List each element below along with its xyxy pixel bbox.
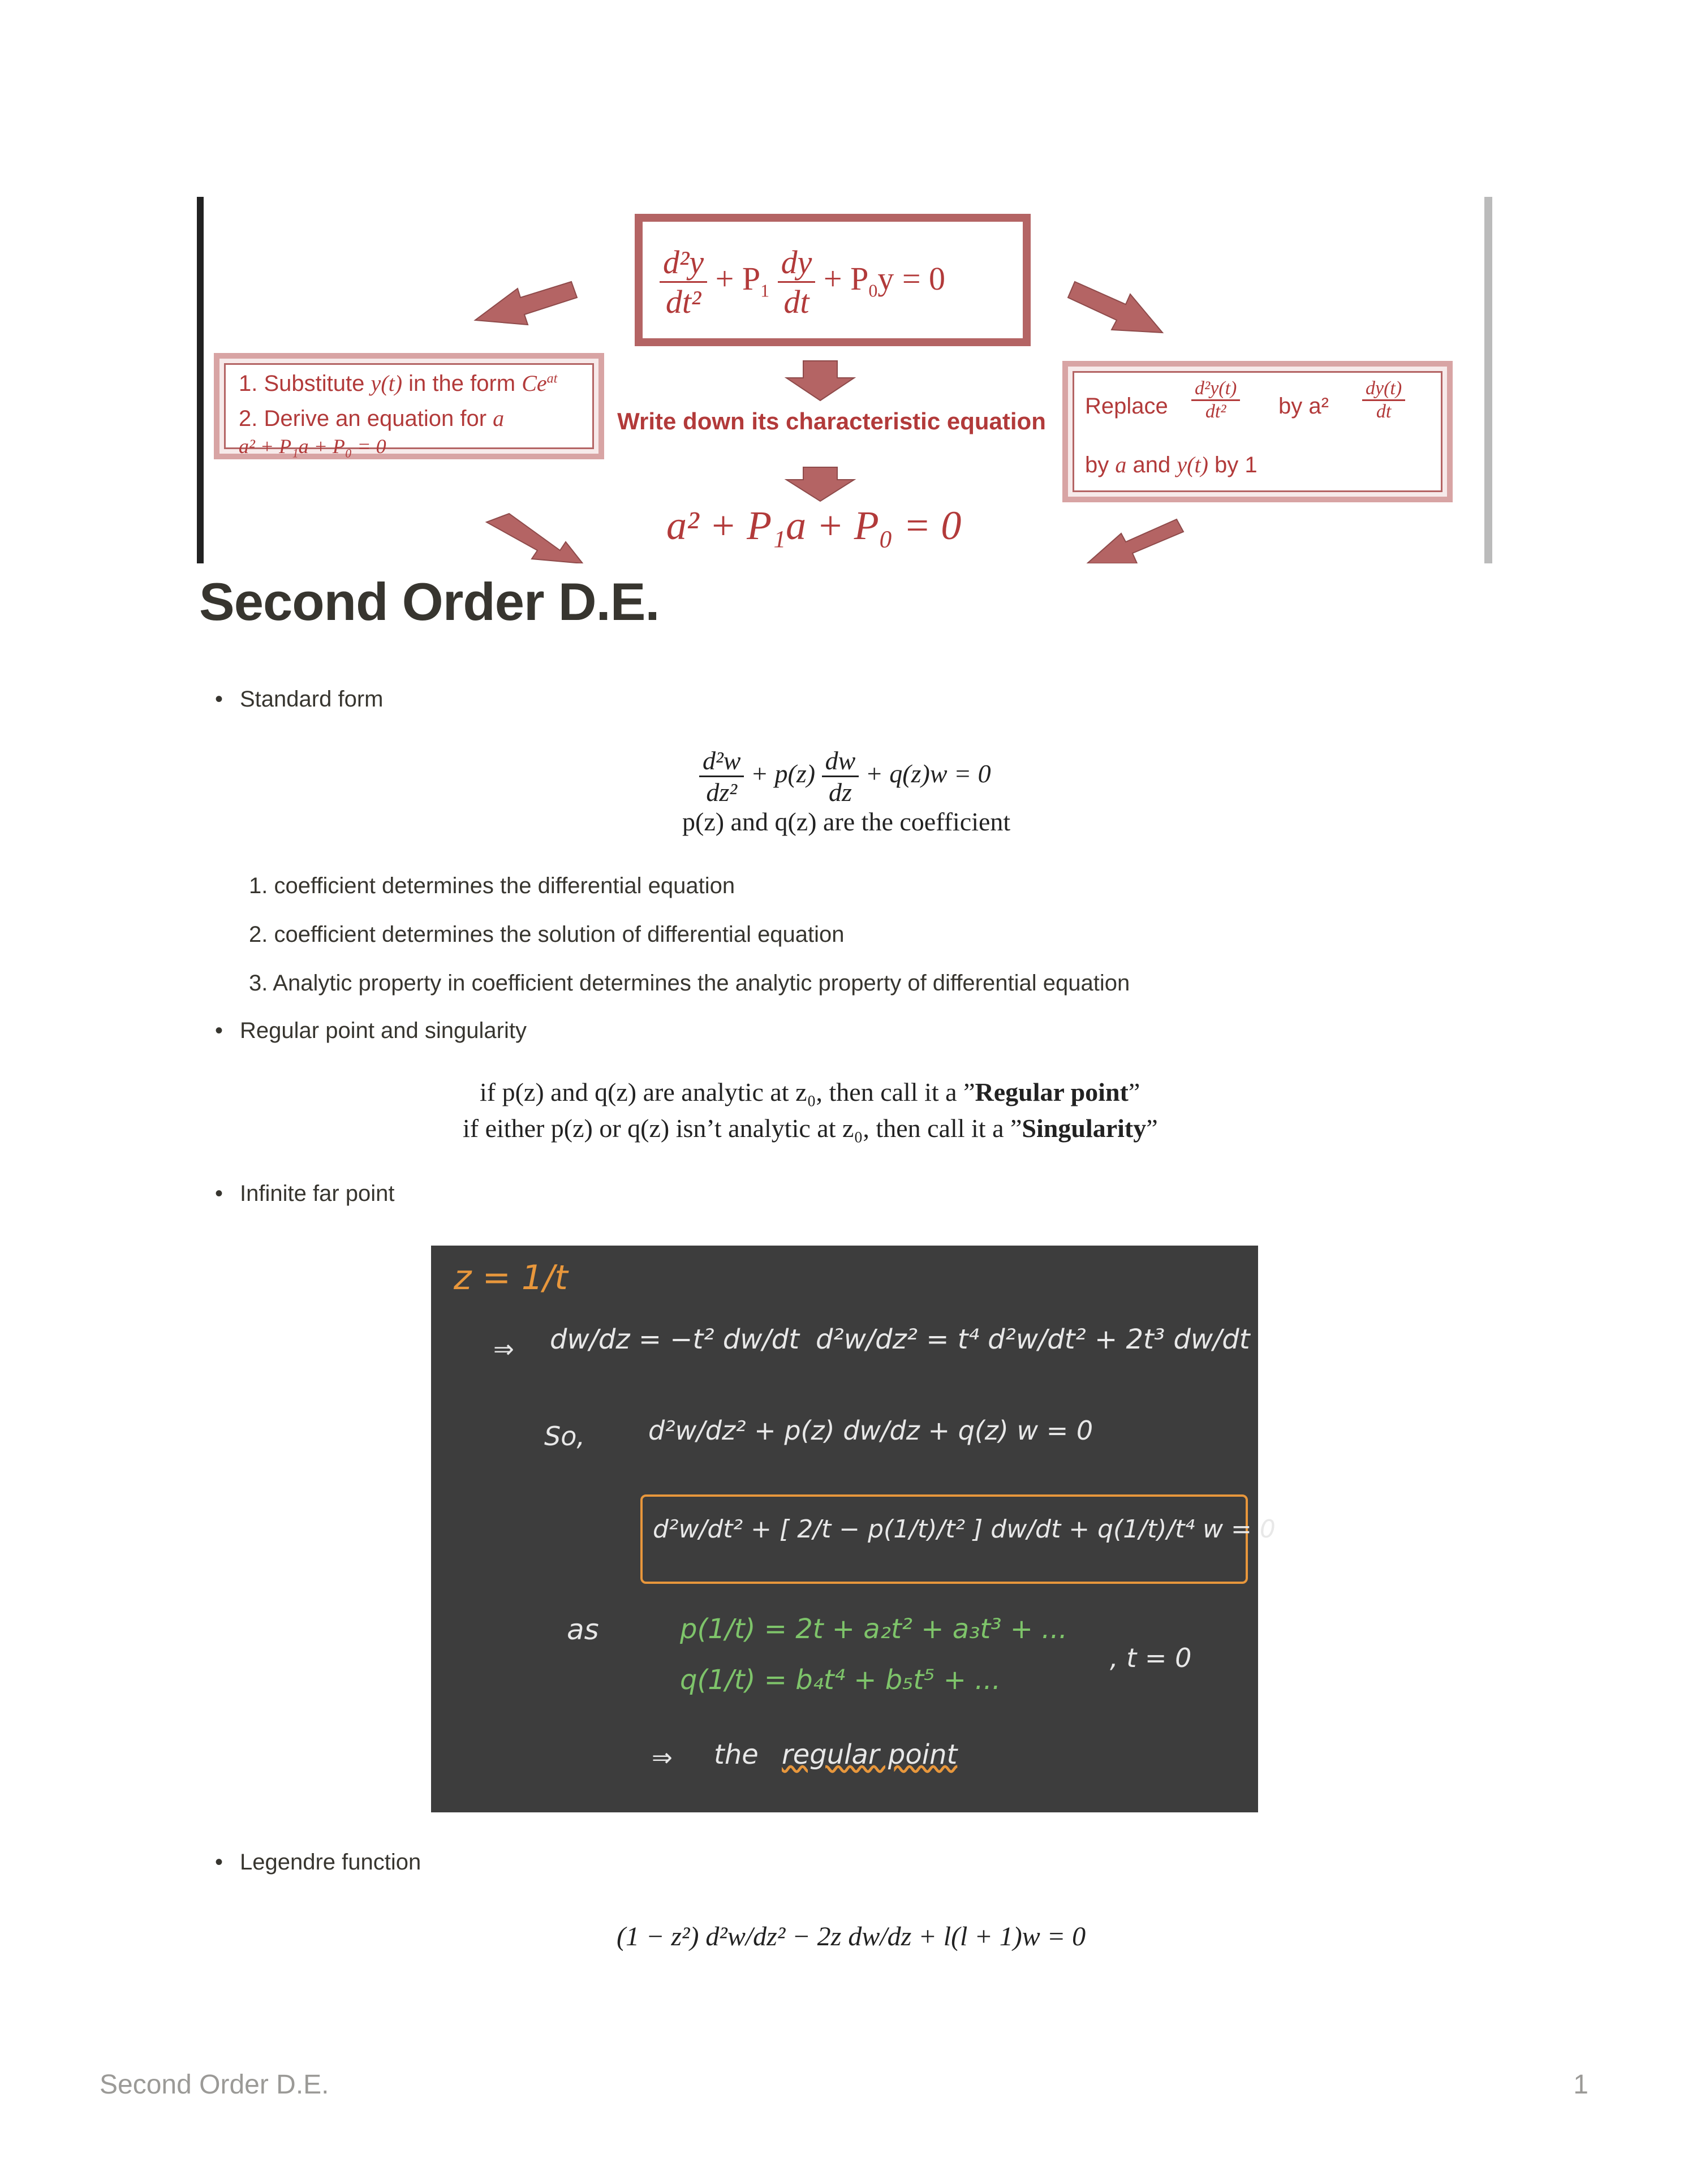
- board-so: So,: [544, 1421, 585, 1451]
- handwritten-notes-board: [431, 1246, 1276, 1812]
- legendre-equation: (1 − z²) d²w/dz² − 2z dw/dz + l(l + 1)w = 0: [617, 1922, 1086, 1952]
- board-transformed-equation: d²w/dt² + [ 2/t − p(1/t)/t² ] dw/dt + q(1/t)/t⁴ w = 0: [653, 1515, 1276, 1544]
- bullet-legendre: • Legendre function: [215, 1850, 421, 1875]
- standard-form-equation: $\frac{\text{d²w}}{\text{dz²}}$ + p(z) $\frac{dw}{dz}$ + q(z)w = 0: [699, 746, 991, 807]
- left-step-box: [214, 353, 604, 459]
- left-box-line2: 2. Derive an equation for a: [239, 406, 505, 431]
- numbered-item-1: 1. coefficient determines the differential equation: [249, 873, 735, 898]
- arrow-down-1-icon: [786, 361, 854, 400]
- arrow-up-left-icon: [475, 282, 577, 325]
- coefficient-note: p(z) and q(z) are the coefficient: [682, 807, 1011, 836]
- characteristic-caption: Write down its characteristic equation: [617, 408, 1046, 434]
- banner-figure: [197, 197, 1484, 563]
- regular-point-definition: if p(z) and q(z) are analytic at z₀, then call it a ”Regular point”: [480, 1078, 1140, 1106]
- footer-title: Second Order D.E.: [100, 2070, 329, 2100]
- right-step-box: [1062, 361, 1453, 502]
- board-original-equation: d²w/dz² + p(z) dw/dz + q(z) w = 0: [648, 1415, 1093, 1446]
- board-dwdz: dw/dz = −t² dw/dt: [550, 1324, 800, 1355]
- characteristic-equation: a² + P₁a + P₀ = 0: [666, 503, 962, 548]
- board-conclusion-regular-point: regular point: [782, 1739, 958, 1771]
- left-box-line3: a² + P₁a + P₀ = 0: [239, 435, 386, 458]
- right-box-frac2: $\frac{dy(t)}{dt}$: [1362, 378, 1405, 423]
- bullet-dot-icon: •: [215, 1018, 223, 1043]
- bullet-infinite-far: • Infinite far point: [215, 1181, 395, 1206]
- arrow-down-2-icon: [786, 467, 854, 501]
- board-t-zero: , t = 0: [1110, 1643, 1192, 1673]
- board-as: as: [567, 1613, 599, 1646]
- board-arrow-1: ⇒: [493, 1335, 514, 1364]
- right-box-by-a2: by a²: [1278, 394, 1329, 419]
- bullet-dot-icon: •: [215, 1850, 223, 1875]
- numbered-item-3: 3. Analytic property in coefficient determines the analytic property of differential equation: [249, 971, 1130, 996]
- banner-edge: [1484, 197, 1492, 563]
- singularity-definition: if either p(z) or q(z) isn’t analytic at z₀, then call it a ”Singularity”: [463, 1114, 1158, 1143]
- board-arrow-2: ⇒: [652, 1743, 673, 1772]
- board-d2wdz2: d²w/dz² = t⁴ d²w/dt² + 2t³ dw/dt: [816, 1324, 1250, 1355]
- bullet-dot-icon: •: [215, 687, 223, 712]
- arrow-down-right-icon: [486, 514, 583, 563]
- right-box-frac1: $\frac{\text{d²y(t)}}{\text{dt²}}$: [1191, 378, 1240, 423]
- board-conclusion-the: the: [714, 1739, 759, 1771]
- bullet-regular-point: • Regular point and singularity: [215, 1018, 527, 1043]
- page-title: Second Order D.E.: [199, 572, 660, 631]
- board-p-series: p(1/t) = 2t + a₂t² + a₃t³ + ...: [680, 1613, 1067, 1645]
- arrow-up-right-icon: [1068, 282, 1162, 333]
- page-number: 1: [1573, 2070, 1588, 2100]
- arrow-down-left-icon: [1087, 519, 1183, 563]
- right-box-line2: by a and y(t) by 1: [1085, 452, 1258, 477]
- board-z-substitution: z = 1/t: [454, 1258, 568, 1298]
- bullet-dot-icon: •: [215, 1181, 223, 1206]
- bullet-standard-form: • Standard form: [215, 687, 384, 712]
- numbered-item-2: 2. coefficient determines the solution of differential equation: [249, 922, 845, 947]
- right-box-replace: Replace: [1085, 394, 1168, 419]
- left-box-line1: 1. Substitute y(t) in the form $Ce^{at}$: [239, 371, 558, 396]
- top-equation: $\frac{\text{d²y}}{\text{dt²}}$ + $P_1$ $\frac{dy}{dt}$ + $P_0y = 0$: [660, 243, 945, 321]
- board-q-series: q(1/t) = b₄t⁴ + b₅t⁵ + ...: [680, 1664, 1001, 1696]
